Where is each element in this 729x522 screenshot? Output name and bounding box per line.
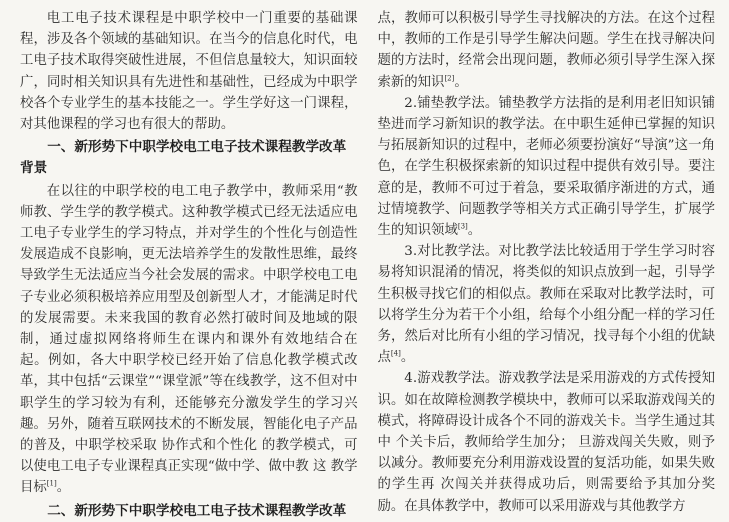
citation-4: [4] bbox=[390, 349, 401, 358]
method-game-paragraph: 4.游戏教学法。游戏教学法是采用游戏的方式传授知识。如在故障检测教学模块中，教师可以采取游戏闯关的模式，将障碍设计成各个不同的游戏关卡。当学生通过其中 个关卡后，教师给学生加分； 旦游戏闯关失败，则予以减分。教师要充分利用游戏设置的复活功能，如果失败的学生再 次闯关并获得成功后，则需要给予其加分奖励。在具体教学中，教师可以采用游戏与其他教学方 bbox=[377, 371, 715, 514]
citation-3: [3] bbox=[457, 222, 468, 231]
background-paragraph-text: 在以往的中职学校的电工电子教学中，教师采用“教师教、学生学的教学模式。这种教学模式已经无法适应电工电子专业学生的学习特点，并对学生的个性化与创造性发展造成不良影响，更无法培养学生的发散性思维，最终导致学生无法适应当今社会发展的需求。中职学校电工电子专业必须积极培养应用型及创新型人才，才能满足时代的发展需要。未来我国的教育必然打破时间及地域的限制，通过虚拟网络将师生在课内和课外有效地结合在 起。例如，各大中职学校已经开始了信息化教学模式改革，其中包括“云课堂”“课堂派”等在线教学，这不但对中职学生的学习较为有利，还能够充分激发学生的学习兴趣。另外，随着互联网技术的不断发展，智能化电子产品的普及，中职学校采取 协作式和个性化 的教学模式，可以使电工电子专业课程真正实现“做中学、做中教 这 教学目标 bbox=[20, 183, 358, 496]
method-paving-paragraph bbox=[378, 93, 716, 241]
continued-paragraph bbox=[378, 8, 716, 93]
continued-paragraph-text: 点，教师可以积极引导学生寻找解决的方法。在这个过程中，教师的工作是引导学生解决问题。学生在找寻解决问题的方法时，经常会出现问题，教师必须引导学生深入探索新的知识 bbox=[377, 11, 715, 90]
method-contrast-paragraph bbox=[378, 241, 716, 368]
left-column bbox=[14, 8, 358, 519]
intro-paragraph: 电工电子技术课程是中职学校中一门重要的基础课程，涉及各个领域的基础知识。在当今的信息化时代，电工电子技术取得突破性进展，不但信息量较大，知识面较广，同时相关知识具有先进性和基础性，已经成为中职学校各个专业学生的基本技能之一。学生学好这一门课程，对其他课程的学习也有很大的帮助。 bbox=[20, 11, 358, 133]
right-column bbox=[377, 8, 716, 514]
citation-1: [1] bbox=[46, 480, 57, 488]
method-contrast-end: 。 bbox=[400, 350, 415, 366]
continued-paragraph-end: 。 bbox=[454, 74, 468, 90]
citation-2: [2] bbox=[444, 74, 455, 83]
background-paragraph-end: 。 bbox=[56, 480, 71, 496]
method-paving-end: 。 bbox=[467, 223, 482, 239]
background-paragraph bbox=[20, 181, 358, 499]
method-contrast-text: 3.对比教学法。对比教学法比较适用于学生学习时容易将知识混淆的情况，将类似的知识点放到一起，引导学生积极寻找它们的相似点。教师在采取对比教学法时，可以将学生分为若干个小组，给每个小组分配一样的学习任务，然后对比所有小组的学习情况，找寻每个小组的优缺点 bbox=[377, 244, 715, 366]
section-heading-2: 二、新形势下中职学校电工电子技术课程教学改革 bbox=[47, 502, 347, 519]
section-heading-1: 一、新形势下中职学校电工电子技术课程教学改革背景 bbox=[20, 139, 347, 177]
method-paving-text: 2.铺垫教学法。铺垫教学方法指的是利用老旧知识铺垫进而学习新知识的教学法。在中职生延伸已掌握的知识与拓展新知识的过程中，老师必须要扮演好“导演”这一角色，在学生积极探索新的知识过程中提供有效引导。要注意的是，教师不可过于着急，要采取循序渐进的方式，通过情境教学、问题教学等相关方式正确引导学生，扩展学生的知识领域 bbox=[377, 95, 715, 239]
